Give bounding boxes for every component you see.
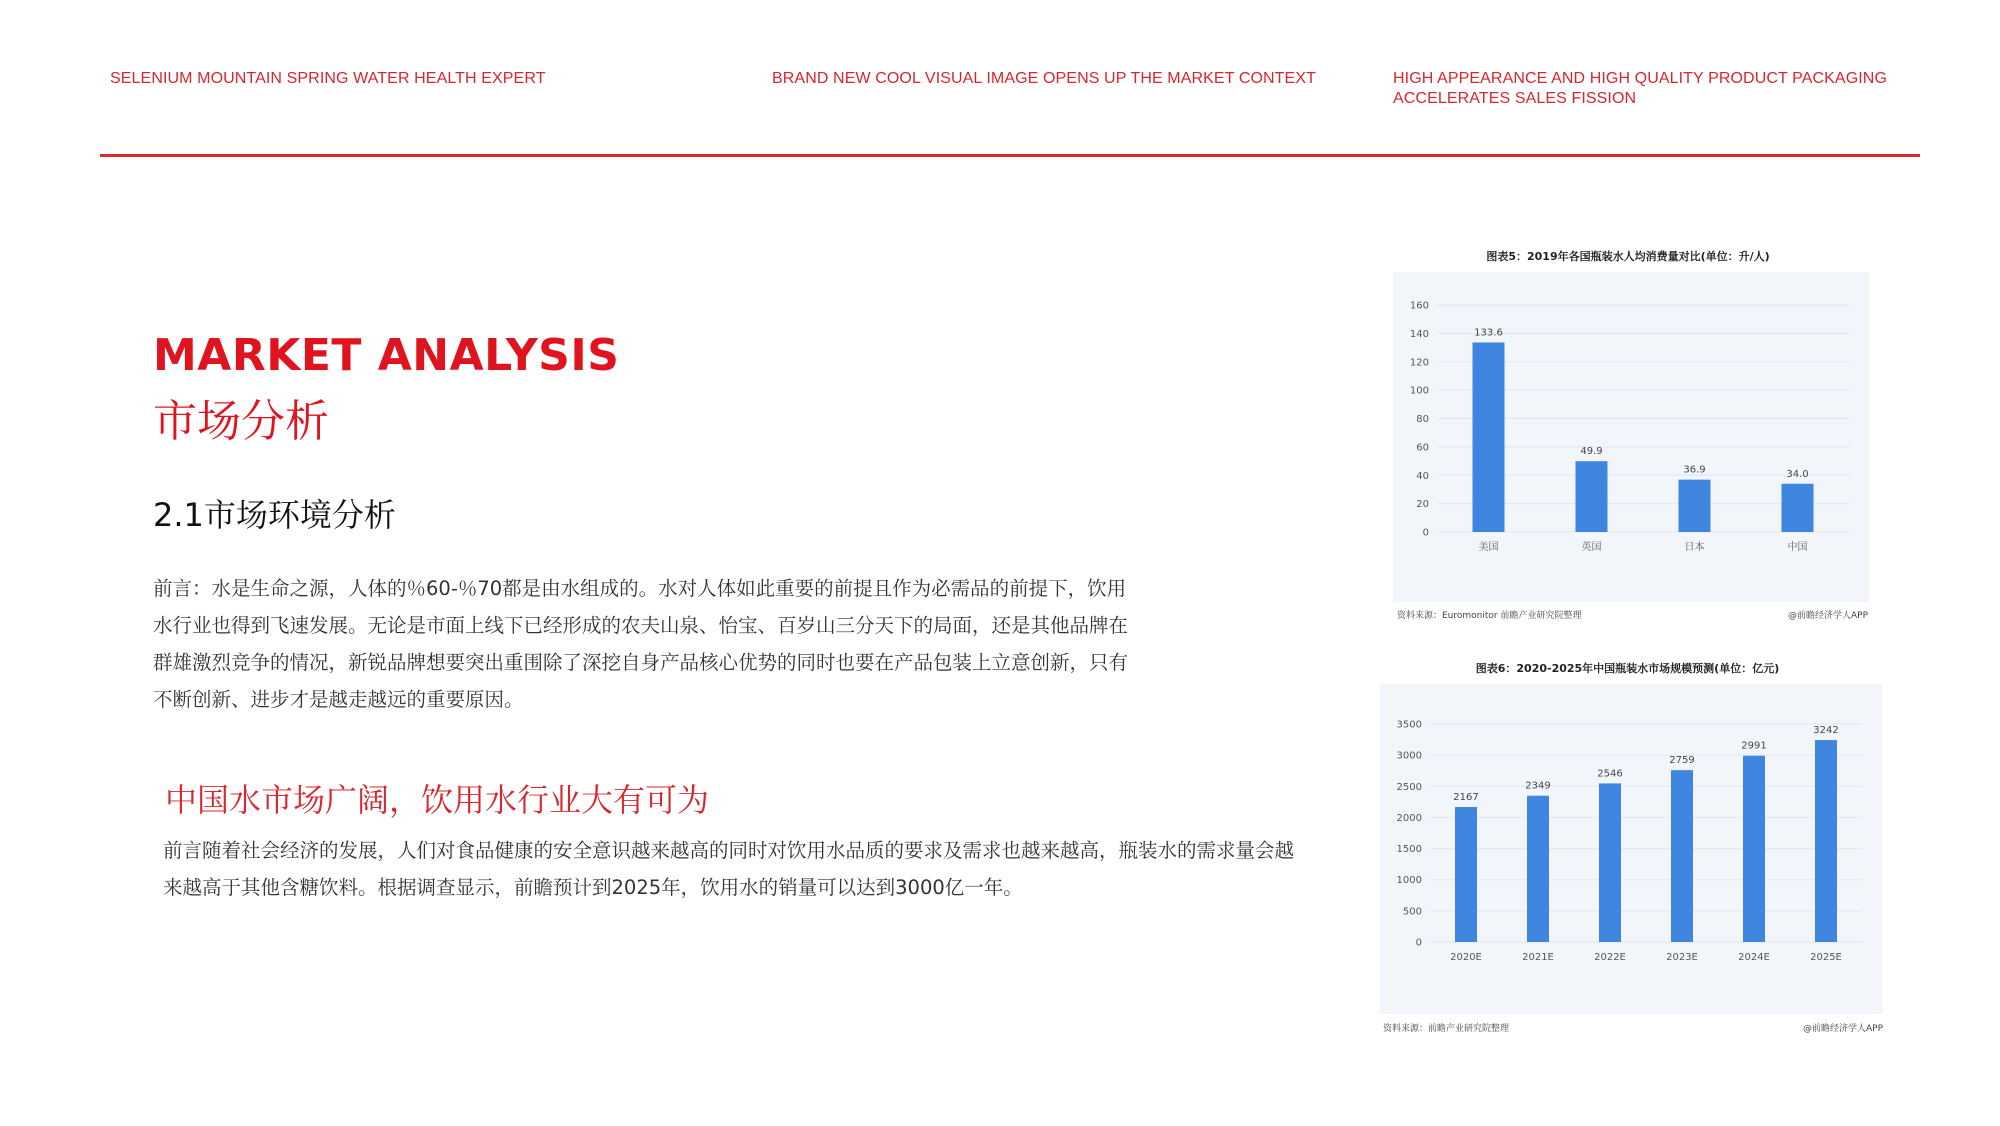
x-tick-label: 2021E bbox=[1522, 952, 1554, 963]
chart1-title: 图表5：2019年各国瓶装水人均消费量对比(单位：升/人) bbox=[1486, 250, 1770, 263]
y-tick-label: 60 bbox=[1416, 442, 1429, 454]
x-tick-label: 2020E bbox=[1450, 952, 1482, 963]
data-label: 49.9 bbox=[1580, 446, 1603, 458]
x-tick-label: 英国 bbox=[1581, 542, 1602, 553]
section-title-en: MARKET ANALYSIS bbox=[153, 330, 620, 381]
y-tick-label: 3500 bbox=[1396, 719, 1422, 731]
chart2-title: 图表6：2020-2025年中国瓶装水市场规模预测(单位：亿元) bbox=[1475, 662, 1780, 675]
y-tick-label: 500 bbox=[1402, 906, 1422, 918]
y-tick-label: 1000 bbox=[1396, 875, 1422, 887]
data-label: 2546 bbox=[1597, 768, 1623, 780]
data-label: 2991 bbox=[1741, 740, 1767, 752]
chart1-consumption-per-capita bbox=[1393, 272, 1869, 602]
chart2-source: 资料来源：前瞻产业研究院整理 bbox=[1383, 1024, 1510, 1034]
y-tick-label: 140 bbox=[1409, 328, 1429, 340]
data-label: 133.6 bbox=[1474, 327, 1503, 339]
header-tagline-2: BRAND NEW COOL VISUAL IMAGE OPENS UP THE MARKET CONTEXT bbox=[772, 70, 1316, 87]
x-tick-label: 2022E bbox=[1594, 952, 1626, 963]
header-tagline-1: SELENIUM MOUNTAIN SPRING WATER HEALTH EXPERT bbox=[110, 70, 546, 87]
y-tick-label: 40 bbox=[1416, 470, 1429, 482]
x-tick-label: 美国 bbox=[1478, 542, 1499, 553]
highlight-paragraph: 前言随着社会经济的发展，人们对食品健康的安全意识越来越高的同时对饮用水品质的要求及需求也越来越高，瓶装水的需求量会越来越高于其他含糖饮料。根据调查显示，前瞻预计到2025年，饮用水的销量可以达到3000亿一年。 bbox=[163, 839, 1295, 899]
highlight-heading: 中国水市场广阔，饮用水行业大有可为 bbox=[165, 781, 710, 819]
bar bbox=[1671, 770, 1693, 942]
bar bbox=[1576, 461, 1608, 532]
subsection-heading: 2.1市场环境分析 bbox=[153, 496, 396, 534]
data-label: 2167 bbox=[1453, 792, 1479, 804]
y-tick-label: 20 bbox=[1416, 499, 1429, 511]
data-label: 34.0 bbox=[1786, 468, 1809, 480]
x-tick-label: 中国 bbox=[1787, 542, 1808, 553]
y-tick-label: 2000 bbox=[1396, 812, 1422, 824]
bar bbox=[1815, 740, 1837, 942]
y-tick-label: 80 bbox=[1416, 414, 1429, 425]
bar bbox=[1743, 756, 1765, 942]
x-tick-label: 日本 bbox=[1684, 542, 1705, 553]
y-tick-label: 0 bbox=[1422, 527, 1429, 539]
chart1-credit: @前瞻经济学人APP bbox=[1787, 611, 1868, 621]
x-tick-label: 2025E bbox=[1810, 952, 1842, 963]
x-tick-label: 2024E bbox=[1738, 952, 1770, 963]
chart2-credit: @前瞻经济学人APP bbox=[1802, 1024, 1883, 1034]
section-title-cn: 市场分析 bbox=[153, 396, 329, 447]
y-tick-label: 120 bbox=[1409, 357, 1429, 369]
x-tick-label: 2023E bbox=[1666, 952, 1698, 963]
chart1-source: 资料来源：Euromonitor 前瞻产业研究院整理 bbox=[1397, 611, 1582, 621]
header-tagline-3: HIGH APPEARANCE AND HIGH QUALITY PRODUCT PACKAGING ACCELERATES SALES FISSION bbox=[1393, 70, 1887, 107]
data-label: 3242 bbox=[1813, 725, 1839, 737]
data-label: 36.9 bbox=[1683, 464, 1706, 476]
y-tick-label: 0 bbox=[1415, 937, 1422, 949]
bar bbox=[1455, 807, 1477, 942]
chart2-market-size-forecast bbox=[1380, 684, 1882, 1014]
bar bbox=[1782, 484, 1814, 532]
y-tick-label: 3000 bbox=[1396, 750, 1422, 762]
header-divider bbox=[100, 154, 1920, 157]
y-tick-label: 100 bbox=[1409, 385, 1429, 397]
bar bbox=[1473, 342, 1505, 532]
data-label: 2759 bbox=[1669, 755, 1695, 767]
bar bbox=[1599, 783, 1621, 942]
intro-paragraph: 前言：水是生命之源，人体的％60-％70都是由水组成的。水对人体如此重要的前提且作为必需品的前提下，饮用水行业也得到飞速发展。无论是市面上线下已经形成的农夫山泉、怡宝、百岁山三分天下的局面，还是其他品牌在群雄激烈竞争的情况，新锐品牌想要突出重围除了深挖自身产品核心优势的同时也要在产品包装上立意创新，只有不断创新、进步才是越走越远的重要原因。 bbox=[153, 577, 1129, 711]
data-label: 2349 bbox=[1525, 780, 1551, 792]
y-tick-label: 1500 bbox=[1396, 844, 1422, 856]
bar bbox=[1679, 480, 1711, 532]
bar bbox=[1527, 796, 1549, 942]
y-tick-label: 160 bbox=[1409, 300, 1429, 312]
y-tick-label: 2500 bbox=[1396, 781, 1422, 793]
